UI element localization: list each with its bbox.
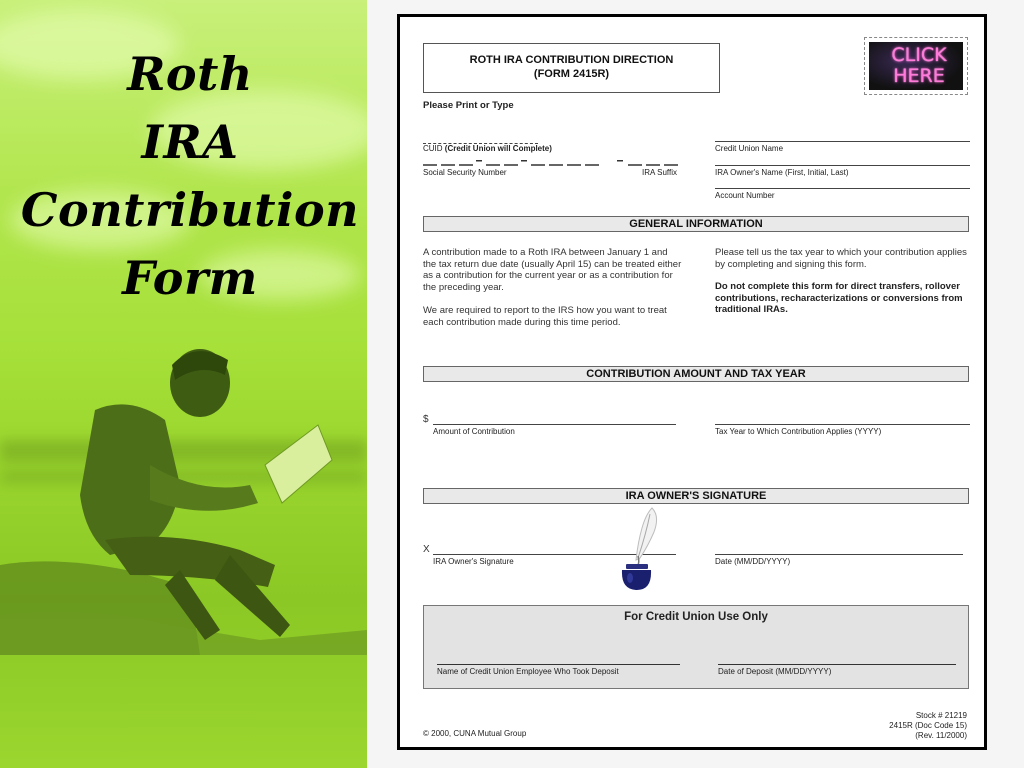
- credit-union-name-label: Credit Union Name: [715, 144, 784, 153]
- copyright: © 2000, CUNA Mutual Group: [423, 729, 527, 738]
- slide-left-panel: [0, 0, 367, 768]
- click-here-button[interactable]: [864, 37, 968, 95]
- employee-name-line[interactable]: [437, 664, 680, 665]
- doc-code: 2415R (Doc Code 15): [889, 721, 967, 730]
- signature-x-mark: X: [423, 544, 430, 555]
- form-stock-info: [889, 711, 967, 741]
- slide-title-line: Contribution: [20, 183, 360, 237]
- ssn-label: Social Security Number: [423, 168, 507, 177]
- owner-name-label: IRA Owner's Name (First, Initial, Last): [715, 168, 849, 177]
- cuid-label: CUID: [423, 144, 443, 153]
- man-reading-newspaper-image: [0, 325, 367, 655]
- roth-ira-form-document: [397, 14, 987, 750]
- click-here-label: [875, 45, 963, 87]
- account-number-line[interactable]: [715, 188, 970, 189]
- general-right-paragraph-1: Please tell us the tax year to which your contribution applies by completing and signing this form.: [715, 247, 967, 270]
- slide-title-line: IRA: [141, 115, 239, 169]
- form-title: ROTH IRA CONTRIBUTION DIRECTION: [469, 54, 674, 66]
- amount-label: Amount of Contribution: [433, 427, 515, 436]
- slide-title-line: Form: [122, 251, 258, 305]
- print-note: Please Print or Type: [423, 100, 514, 111]
- general-information-heading: GENERAL INFORMATION: [423, 216, 969, 232]
- revision: (Rev. 11/2000): [915, 731, 967, 740]
- stock-number: Stock # 21219: [915, 711, 967, 720]
- signature-label: IRA Owner's Signature: [433, 557, 514, 566]
- general-left-paragraph-1: A contribution made to a Roth IRA between January 1 and the tax return due date (usually April 15) can be treated either as a contribution for the current year or as a contribution for the preceding year.: [423, 247, 682, 293]
- ira-suffix-label: IRA Suffix: [642, 168, 677, 177]
- signature-date-label: Date (MM/DD/YYYY): [715, 557, 791, 566]
- contribution-amount-heading: CONTRIBUTION AMOUNT AND TAX YEAR: [423, 366, 969, 382]
- dollar-sign: $: [423, 414, 429, 425]
- owner-name-line[interactable]: [715, 165, 970, 166]
- credit-union-use-box: [423, 605, 969, 689]
- form-title-box: [423, 43, 720, 93]
- deposit-date-label: Date of Deposit (MM/DD/YYYY): [718, 667, 832, 676]
- general-left-paragraph-2: We are required to report to the IRS how you want to treat each contribution made during this time period.: [423, 305, 667, 328]
- general-right-paragraph-2: Do not complete this form for direct transfers, rollover contributions, recharacterizations or conversions from traditional IRAs.: [715, 281, 963, 316]
- account-number-label: Account Number: [715, 191, 775, 200]
- credit-union-use-heading: For Credit Union Use Only: [624, 611, 768, 623]
- amount-line[interactable]: [433, 424, 676, 425]
- deposit-date-line[interactable]: [718, 664, 956, 665]
- click-here-image: [869, 42, 963, 90]
- signature-date-line[interactable]: [715, 554, 963, 555]
- form-number: (FORM 2415R): [533, 68, 610, 80]
- slide-title: [0, 40, 367, 312]
- slide-title-line: Roth: [127, 47, 253, 101]
- tax-year-line[interactable]: [715, 424, 970, 425]
- credit-union-name-line[interactable]: [715, 141, 970, 142]
- ssn-blanks[interactable]: [423, 157, 683, 167]
- cuid-note: (Credit Union will Complete): [444, 144, 552, 153]
- quill-inkwell-icon: [616, 506, 666, 594]
- cuid-label-row: [423, 144, 552, 153]
- tax-year-label: Tax Year to Which Contribution Applies (YYYY): [715, 427, 882, 436]
- click-label-line: CLICK: [891, 44, 947, 66]
- signature-heading: IRA OWNER'S SIGNATURE: [423, 488, 969, 504]
- click-label-line: HERE: [893, 65, 945, 87]
- employee-name-label: Name of Credit Union Employee Who Took Deposit: [437, 667, 619, 676]
